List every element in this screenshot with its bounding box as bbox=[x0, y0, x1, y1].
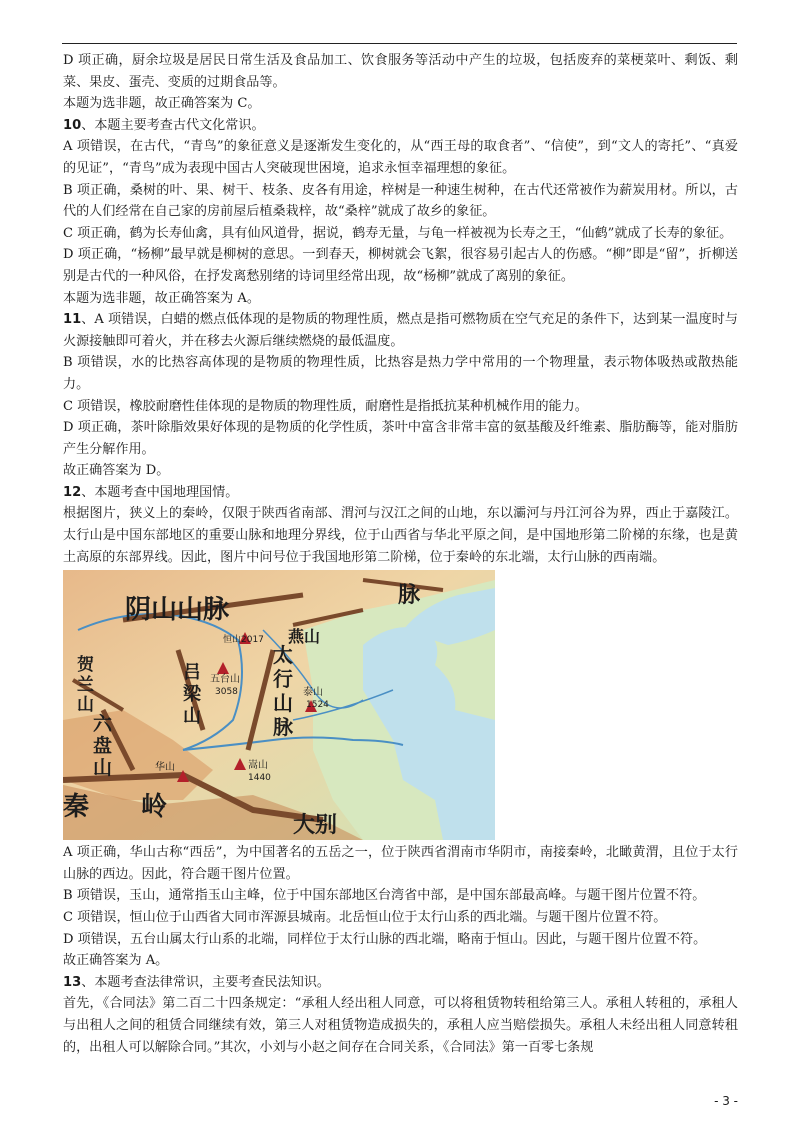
page-number: - 3 - bbox=[714, 1094, 738, 1108]
map-label-luliang: 吕梁山 bbox=[183, 662, 201, 728]
question-13-heading bbox=[63, 972, 738, 994]
map-label-wutai-height: 3058 bbox=[215, 687, 238, 698]
answer-line: 本题为选非题，故正确答案为 C。 bbox=[63, 96, 261, 112]
map-label-dabie: 大别 bbox=[293, 813, 338, 839]
option-b: B 项正确，桑树的叶、果、树干、枝条、皮各有用途，梓树是一种速生树种，在古代还常被作为薪炭用材。所以，古代的人们经常在自己家的房前屋后植桑栽梓，故“桑梓”就成了故乡的象征。 bbox=[63, 182, 738, 220]
map-label-yanshan: 燕山 bbox=[288, 627, 321, 647]
question-10-heading bbox=[63, 115, 738, 137]
option-c: C 项错误，恒山位于山西省大同市浑源县城南。北岳恒山位于太行山系的西北端。与题干图片位置不符。 bbox=[63, 910, 667, 926]
question-number: 11 bbox=[63, 312, 82, 328]
question-12-heading bbox=[63, 482, 738, 504]
answer-line: 故正确答案为 D。 bbox=[63, 463, 170, 479]
option-d: D 项正确，茶叶除脂效果好体现的是物质的化学性质，茶叶中富含非常丰富的氨基酸及纤维素、脂肪酶等，能对脂肪产生分解作用。 bbox=[63, 420, 738, 457]
map-label-huashan: 华山 bbox=[155, 762, 175, 774]
question-number: 12 bbox=[63, 484, 82, 500]
terrain-map-svg bbox=[63, 570, 495, 840]
map-label-yinshan: 阴山山脉 bbox=[125, 595, 230, 626]
map-label-wutai: 五台山 bbox=[210, 674, 240, 686]
question-body: 首先，《合同法》第二百二十四条规定：“承租人经出租人同意，可以将租赁物转租给第三人。承租人转租的，承租人与出租人之间的租赁合同继续有效，第三人对租赁物造成损失的，承租人应当赔偿损失。承租人未经出租人同意转租的，出租人可以解除合同。”其次，小刘与小赵之间存在合同关系，《合同法》第一百零七条规 bbox=[63, 996, 738, 1055]
question-11-heading bbox=[63, 309, 738, 352]
question-title: 、本题主要考查古代文化常识。 bbox=[81, 117, 265, 133]
option-d: D 项正确，“杨柳”最早就是柳树的意思。一到春天，柳树就会飞絮，很容易引起古人的伤感。“柳”即是“留”，折柳送别是古代的一种风俗，在抒发离愁别绪的诗词里经常出现，故“杨柳”就成了离别的象征。 bbox=[63, 247, 738, 284]
map-label-liupan: 六盘山 bbox=[93, 713, 113, 780]
question-number: 13 bbox=[63, 974, 82, 990]
map-label-taihang: 太行山脉 bbox=[273, 643, 293, 740]
question-title: 、本题考查中国地理国情。 bbox=[81, 484, 239, 500]
map-label-taishan: 泰山 bbox=[303, 687, 323, 699]
answer-line: 本题为选非题，故正确答案为 A。 bbox=[63, 290, 260, 306]
map-label-helan: 贺兰山 bbox=[77, 655, 94, 716]
option-b: B 项错误，玉山，通常指玉山主峰，位于中国东部地区台湾省中部，是中国东部最高峰。与题干图片位置不符。 bbox=[63, 888, 706, 904]
question-number: 10 bbox=[63, 117, 82, 133]
header-rule bbox=[62, 43, 737, 44]
map-label-songshan-height: 1440 bbox=[248, 773, 271, 784]
map-label-qinling: 秦岭 bbox=[63, 792, 220, 823]
question-title: 、A 项错误，白蜡的燃点低体现的是物质的物理性质，燃点是指可燃物质在空气充足的条件下，达到某一温度时与火源接触即可着火，并在移去火源后继续燃烧的最低温度。 bbox=[63, 312, 738, 349]
terrain-map bbox=[63, 570, 495, 840]
option-a: A 项正确，华山古称“西岳”，为中国著名的五岳之一，位于陕西省渭南市华阴市，南接秦岭，北瞰黄渭，且位于太行山脉的西边。因此，符合题干图片位置。 bbox=[63, 845, 738, 882]
page-content bbox=[63, 50, 738, 1058]
paragraph: D 项正确，厨余垃圾是居民日常生活及食品加工、饮食服务等活动中产生的垃圾，包括废弃的菜梗菜叶、剩饭、剩菜、果皮、蛋壳、变质的过期食品等。 bbox=[63, 53, 738, 90]
option-a: A 项错误，在古代，“青鸟”的象征意义是逐渐发生变化的，从“西王母的取食者”、“信使”，到“文人的寄托”、“真爱的见证”，“青鸟”成为表现中国古人突破现世困境，追求永恒幸福理想的象征。 bbox=[63, 139, 738, 176]
map-label-mai: 脉 bbox=[398, 583, 421, 609]
question-intro: 根据图片，狭义上的秦岭，仅限于陕西省南部、渭河与汉江之间的山地，东以灞河与丹江河谷为界，西止于嘉陵江。太行山是中国东部地区的重要山脉和地理分界线，位于山西省与华北平原之间，是中国地形第二阶梯的东缘，也是黄土高原的东部界线。因此，图片中问号位于我国地形第二阶梯，位于秦岭的东北端，太行山脉的西南端。 bbox=[63, 506, 738, 565]
option-c: C 项错误，橡胶耐磨性佳体现的是物质的物理性质，耐磨性是指抵抗某种机械作用的能力。 bbox=[63, 398, 588, 414]
option-c: C 项正确，鹤为长寿仙禽，具有仙风道骨，据说，鹤寿无量，与龟一样被视为长寿之王，“仙鹤”就成了长寿的象征。 bbox=[63, 225, 733, 241]
option-b: B 项错误，水的比热容高体现的是物质的物理性质，比热容是热力学中常用的一个物理量，表示物体吸热或散热能力。 bbox=[63, 355, 738, 392]
map-label-taishan-height: 1524 bbox=[306, 700, 329, 711]
map-label-songshan: 嵩山 bbox=[248, 760, 268, 772]
map-label-hengshan: 恒山2017 bbox=[223, 635, 264, 646]
question-title: 、本题考查法律常识，主要考查民法知识。 bbox=[81, 974, 331, 990]
answer-line: 故正确答案为 A。 bbox=[63, 953, 169, 969]
option-d: D 项错误，五台山属太行山系的北端，同样位于太行山脉的西北端，略南于恒山。因此，与题干图片位置不符。 bbox=[63, 931, 707, 947]
